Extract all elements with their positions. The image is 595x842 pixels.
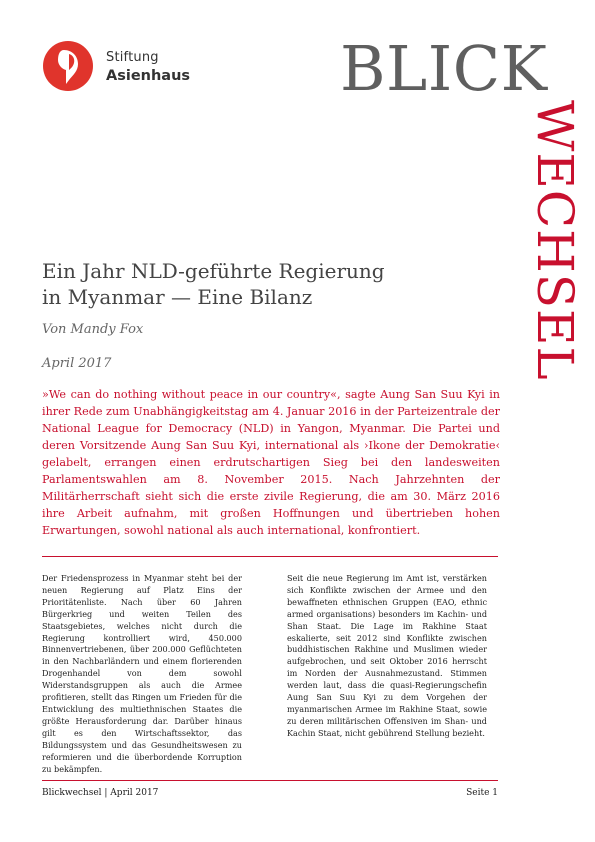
logo-line-stiftung: Stiftung xyxy=(106,50,159,65)
title-line-2: in Myanmar — Eine Bilanz xyxy=(42,285,313,309)
article-title xyxy=(42,258,482,310)
title-line-1: Ein Jahr NLD-geführte Regierung xyxy=(42,259,385,283)
divider-bottom xyxy=(42,780,498,781)
masthead-wechsel: WECHSEL xyxy=(526,100,584,381)
footer-publication: Blickwechsel | April 2017 xyxy=(42,788,159,798)
masthead-blick: BLICK xyxy=(340,32,548,105)
asienhaus-logo-icon xyxy=(42,40,94,92)
article-lead: »We can do nothing without peace in our country«, sagte Aung San Suu Kyi in ihrer Rede zum Unabhängigkeitstag am 4. Januar 2016 in der Parteizentrale der National League for Democracy (NLD) in Yangon, Myanmar. Die Partei und deren Vorsitzende Aung San Suu Kyi, international als ›Ikone der Demokratie‹ gelabelt, errangen einen erdrutschartigen Sieg bei den landesweiten Parlamentswahlen am 8. November 2015. Nach Jahrzehnten der Militärherrschaft sieht sich die erste zivile Regierung, die am 30. März 2016 ihre Arbeit aufnahm, mit großen Hoffnungen und übertrieben hohen Erwartungen, sowohl national als auch international, konfrontiert. xyxy=(42,388,500,537)
body-column-right: Seit die neue Regierung im Amt ist, verstärken sich Konflikte zwischen der Armee und den bewaffneten ethnischen Gruppen (EAO, ethnic armed organisations) besonders im Kachin- und Shan Staat. Die Lage im Rakhine Staat eskalierte, seit 2012 sind Konflikte zwischen buddhistischen Rakhine und Muslimen wieder aufgebrochen, und seit Oktober 2016 herrscht im Norden der Ausnahmezustand. Stimmen werden laut, dass die quasi-Regierungschefin Aung San Suu Kyi zu dem Vorgehen der myanmarischen Armee im Rakhine Staat, sowie zu deren militärischen Offensiven im Shan- und Kachin Staat, nicht gebührend Stellung bezieht. xyxy=(287,573,487,738)
article-author: Von Mandy Fox xyxy=(42,322,144,337)
footer-page-number: Seite 1 xyxy=(466,788,498,798)
article-date: April 2017 xyxy=(42,356,112,371)
body-column-left: Der Friedensprozess in Myanmar steht bei der neuen Regierung auf Platz Eins der Prioritätenliste. Nach über 60 Jahren Bürgerkrieg und weiten Teilen des Staatsgebietes, welches nicht durch die Regierung kontrolliert wird, 450.000 Binnenvertriebenen, über 200.000 Geflüchteten in den Nachbarländern und einem florierenden Drogenhandel von dem sowohl Widerstandsgruppen als auch die Armee profitieren, stellt das Ringen um Frieden für die Entwicklung des multiethnischen Staates die größte Herausforderung dar. Darüber hinaus gilt es den Wirtschaftssektor, das Bildungssystem und das Gesundheitswesen zu reformieren und die überbordende Korruption zu bekämpfen. xyxy=(42,573,242,774)
stiftung-asienhaus-logo xyxy=(42,40,202,96)
logo-line-asienhaus: Asienhaus xyxy=(106,68,191,84)
divider-top xyxy=(42,556,498,557)
